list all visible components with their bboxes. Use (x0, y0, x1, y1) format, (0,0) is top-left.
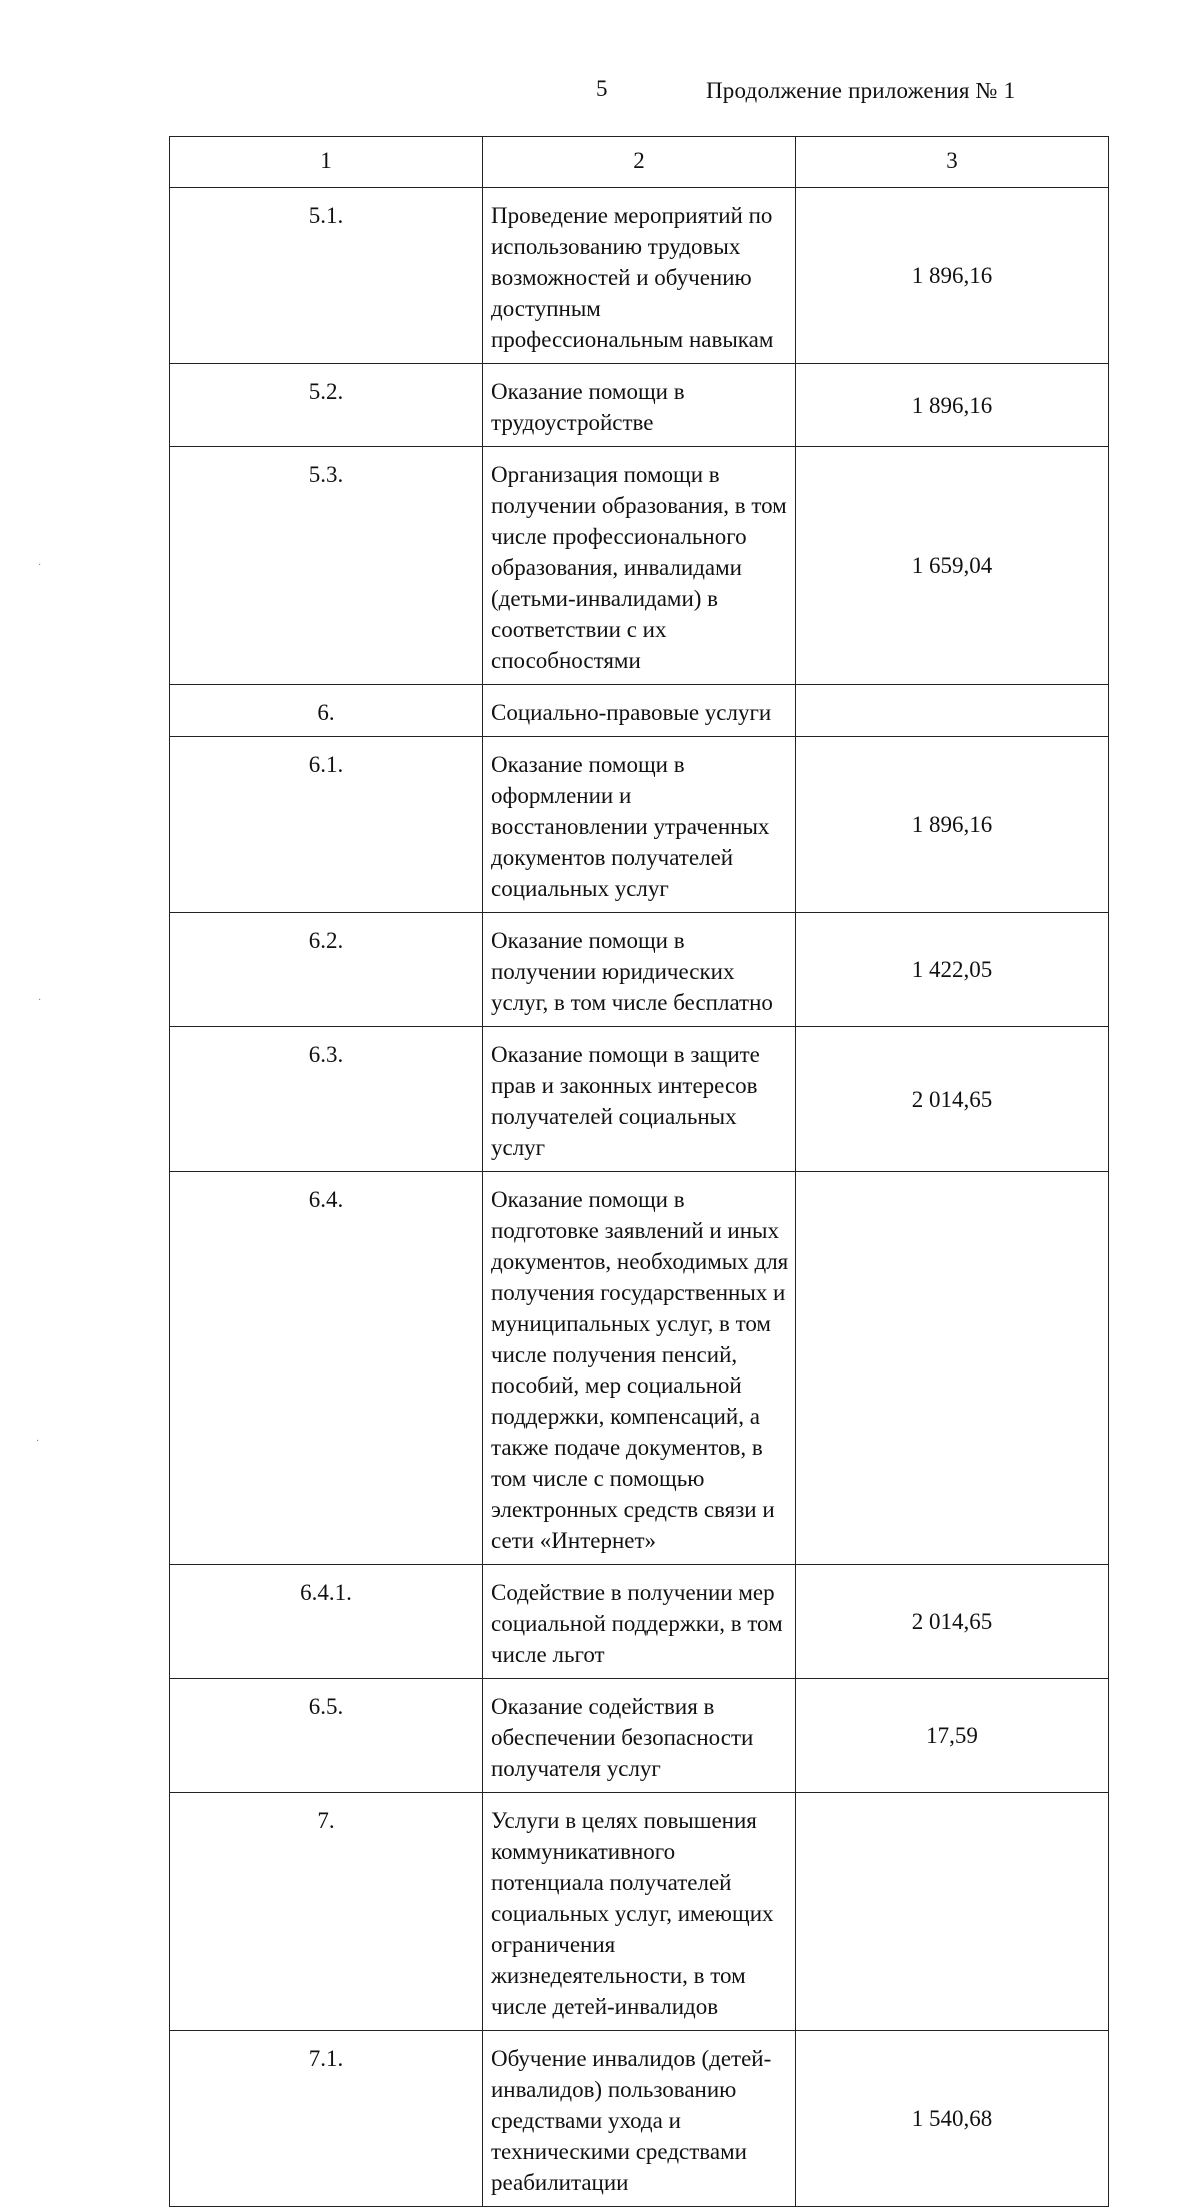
service-name: Оказание помощи в оформлении и восстановлении утраченных документов получателей социальных услуг (483, 737, 796, 913)
tariff-value (796, 685, 1109, 737)
tariff-value: 1 422,05 (796, 913, 1109, 1027)
scan-speck: · (38, 560, 42, 571)
tariff-value: 1 896,16 (796, 364, 1109, 447)
table-row (170, 364, 1109, 447)
appendix-continuation-note: Продолжение приложения № 1 (706, 78, 1016, 103)
item-number: 6.4. (170, 1172, 483, 1565)
table-row (170, 913, 1109, 1027)
tariff-value: 1 540,68 (796, 2031, 1109, 2207)
column-header: 1 (170, 137, 483, 188)
table-row (170, 1027, 1109, 1172)
column-header: 2 (483, 137, 796, 188)
item-number: 5.1. (170, 188, 483, 364)
tariff-value (796, 1172, 1109, 1565)
service-name: Оказание помощи в защите прав и законных интересов получателей социальных услуг (483, 1027, 796, 1172)
table-row (170, 685, 1109, 737)
page-number: 5 (596, 76, 608, 101)
table-row (170, 447, 1109, 685)
table-row (170, 1172, 1109, 1565)
service-name: Проведение мероприятий по использованию трудовых возможностей и обучению доступным профессиональным навыкам (483, 188, 796, 364)
tariff-value: 2 014,65 (796, 1565, 1109, 1679)
table-row (170, 1679, 1109, 1793)
table-row (170, 1793, 1109, 2031)
item-number: 7.1. (170, 2031, 483, 2207)
service-name: Обучение инвалидов (детей-инвалидов) пользованию средствами ухода и техническими средствами реабилитации (483, 2031, 796, 2207)
scan-speck: · (38, 995, 42, 1006)
tariff-value: 2 014,65 (796, 1027, 1109, 1172)
scan-speck: · (36, 1436, 40, 1447)
tariff-value (796, 1793, 1109, 2031)
item-number: 5.3. (170, 447, 483, 685)
service-name: Содействие в получении мер социальной поддержки, в том числе льгот (483, 1565, 796, 1679)
table-row (170, 2031, 1109, 2207)
tariff-value: 17,59 (796, 1679, 1109, 1793)
table-row (170, 1565, 1109, 1679)
service-name: Социально-правовые услуги (483, 685, 796, 737)
column-header: 3 (796, 137, 1109, 188)
tariff-value: 1 896,16 (796, 737, 1109, 913)
item-number: 6. (170, 685, 483, 737)
service-name: Оказание помощи в подготовке заявлений и иных документов, необходимых для получения государственных и муниципальных услуг, в том числе получения пенсий, пособий, мер социальной поддержки, компенсаций, а также подаче документов, в том числе с помощью электронных средств связи и сети «Интернет» (483, 1172, 796, 1565)
item-number: 6.1. (170, 737, 483, 913)
item-number: 7. (170, 1793, 483, 2031)
service-name: Оказание помощи в получении юридических услуг, в том числе бесплатно (483, 913, 796, 1027)
service-name: Оказание содействия в обеспечении безопасности получателя услуг (483, 1679, 796, 1793)
item-number: 6.3. (170, 1027, 483, 1172)
item-number: 5.2. (170, 364, 483, 447)
service-name: Оказание помощи в трудоустройстве (483, 364, 796, 447)
item-number: 6.5. (170, 1679, 483, 1793)
tariff-value: 1 659,04 (796, 447, 1109, 685)
table-row (170, 188, 1109, 364)
services-tariff-table (169, 136, 1109, 2207)
service-name: Услуги в целях повышения коммуникативного потенциала получателей социальных услуг, имеющих ограничения жизнедеятельности, в том числе детей-инвалидов (483, 1793, 796, 2031)
item-number: 6.2. (170, 913, 483, 1027)
item-number: 6.4.1. (170, 1565, 483, 1679)
table-header-row (170, 137, 1109, 188)
service-name: Организация помощи в получении образования, в том числе профессионального образования, инвалидами (детьми-инвалидами) в соответствии с их способностями (483, 447, 796, 685)
table-row (170, 737, 1109, 913)
tariff-value: 1 896,16 (796, 188, 1109, 364)
